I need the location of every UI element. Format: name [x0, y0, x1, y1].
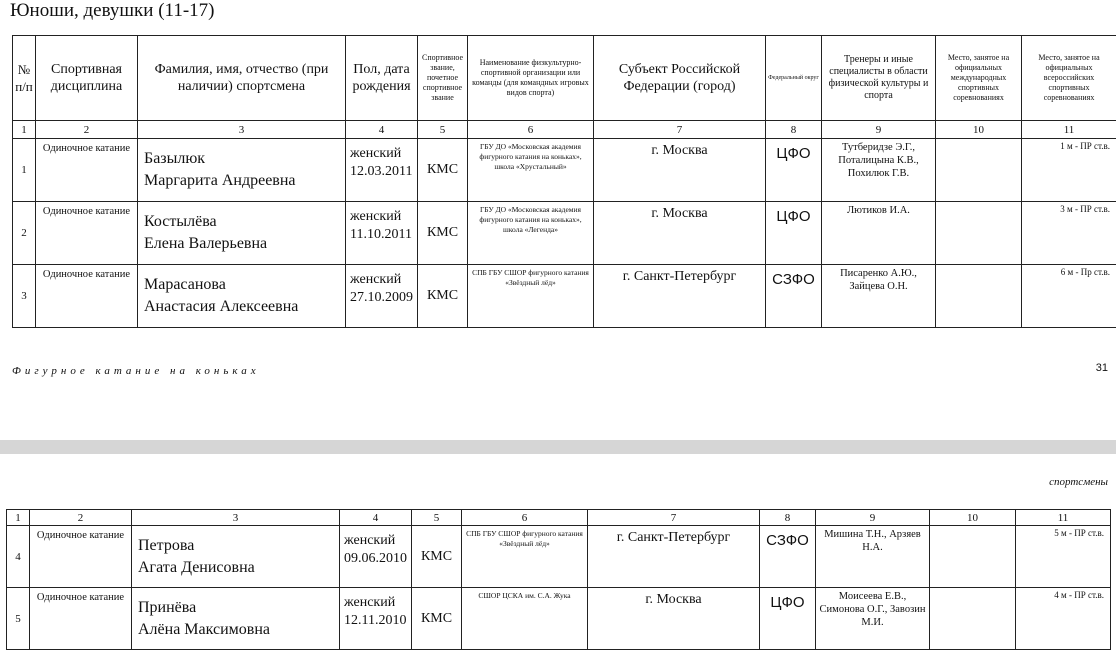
row-index: 4: [7, 526, 30, 588]
col-number: 8: [766, 121, 822, 139]
rank-cell: КМС: [412, 588, 462, 650]
section-heading: Юноши, девушки (11-17): [10, 0, 215, 21]
national-place-cell: 3 м - ПР ст.в.: [1022, 202, 1116, 265]
intl-place-cell: [936, 265, 1022, 328]
col-header-sex-dob: Пол, дата рождения: [346, 36, 418, 121]
region-cell: г. Москва: [594, 139, 766, 202]
sex: женский: [350, 209, 402, 224]
region-cell: г. Москва: [588, 588, 760, 650]
document-page-32: [0, 454, 1116, 651]
given-names: Агата Денисовна: [138, 558, 255, 576]
rank-cell: КМС: [418, 202, 468, 265]
table-row: [7, 526, 1111, 588]
region-cell: г. Санкт-Петербург: [594, 265, 766, 328]
organization-cell: СПБ ГБУ СШОР фигурного катания «Звёздный лёд»: [462, 526, 588, 588]
col-number: 4: [346, 121, 418, 139]
column-number-row: [7, 510, 1111, 526]
given-names: Анастасия Алексеевна: [144, 298, 299, 315]
national-place-cell: 1 м - ПР ст.в.: [1022, 139, 1116, 202]
intl-place-cell: [936, 202, 1022, 265]
birth-date: 09.06.2010: [344, 551, 407, 566]
surname: Принёва: [138, 598, 197, 616]
coaches-cell: Лютиков И.А.: [822, 202, 936, 265]
athletes-table-page-1: [12, 35, 1116, 328]
discipline-cell: Одиночное катание: [30, 526, 132, 588]
col-header-rank: Спортивное звание, почетное спортивное звание: [418, 36, 468, 121]
sex-dob-cell: [346, 202, 418, 265]
col-header-discipline: Спортивная дисциплина: [36, 36, 138, 121]
rank-cell: КМС: [412, 526, 462, 588]
col-number: 6: [462, 510, 588, 526]
region-cell: г. Москва: [594, 202, 766, 265]
col-number: 7: [588, 510, 760, 526]
intl-place-cell: [930, 588, 1016, 650]
federal-district-cell: ЦФО: [760, 588, 816, 650]
table-row: [7, 588, 1111, 650]
organization-cell: СПБ ГБУ СШОР фигурного катания «Звёздный лёд»: [468, 265, 594, 328]
col-number: 3: [138, 121, 346, 139]
athlete-name-cell: [138, 139, 346, 202]
continuation-label: спортсмены: [1049, 476, 1108, 488]
discipline-cell: Одиночное катание: [30, 588, 132, 650]
sex: женский: [350, 272, 402, 287]
col-number: 8: [760, 510, 816, 526]
surname: Марасанова: [144, 276, 226, 293]
row-index: 2: [13, 202, 36, 265]
sex-dob-cell: [346, 139, 418, 202]
sex-dob-cell: [340, 526, 412, 588]
col-header-coaches: Тренеры и иные специалисты в области физической культуры и спорта: [822, 36, 936, 121]
col-number: 6: [468, 121, 594, 139]
given-names: Елена Валерьевна: [144, 235, 268, 252]
given-names: Алёна Максимовна: [138, 620, 271, 638]
surname: Базылюк: [144, 150, 206, 167]
birth-date: 12.11.2010: [344, 613, 407, 628]
col-header-national-place: Место, занятое на официальных всероссийских спортивных соревнованиях: [1022, 36, 1116, 121]
sex: женский: [344, 595, 396, 610]
row-index: 5: [7, 588, 30, 650]
col-number: 1: [13, 121, 36, 139]
sex: женский: [344, 533, 396, 548]
coaches-cell: Писаренко А.Ю., Зайцева О.Н.: [822, 265, 936, 328]
col-header-name: Фамилия, имя, отчество (при наличии) спортсмена: [138, 36, 346, 121]
sex-dob-cell: [346, 265, 418, 328]
footer-sport-title: Фигурное катание на коньках: [12, 365, 260, 377]
col-number: 1: [7, 510, 30, 526]
col-number: 10: [930, 510, 1016, 526]
col-header-region: Субъект Российской Федерации (город): [594, 36, 766, 121]
coaches-cell: Моисеева Е.В., Симонова О.Г., Завозин М.И.: [816, 588, 930, 650]
federal-district-cell: ЦФО: [766, 139, 822, 202]
col-number: 5: [418, 121, 468, 139]
col-number: 11: [1022, 121, 1116, 139]
col-number: 5: [412, 510, 462, 526]
surname: Петрова: [138, 536, 195, 554]
col-number: 2: [36, 121, 138, 139]
federal-district-cell: ЦФО: [766, 202, 822, 265]
surname: Костылёва: [144, 213, 217, 230]
col-number: 2: [30, 510, 132, 526]
athlete-name-cell: [138, 265, 346, 328]
sex-dob-cell: [340, 588, 412, 650]
col-header-intl-place: Место, занятое на официальных международных спортивных соревнованиях: [936, 36, 1022, 121]
page-separator: [0, 440, 1116, 454]
birth-date: 27.10.2009: [350, 290, 413, 305]
row-index: 3: [13, 265, 36, 328]
table-row: [13, 202, 1116, 265]
sex: женский: [350, 146, 402, 161]
col-header-number: № п/п: [13, 36, 36, 121]
col-number: 3: [132, 510, 340, 526]
row-index: 1: [13, 139, 36, 202]
col-number: 7: [594, 121, 766, 139]
discipline-cell: Одиночное катание: [36, 265, 138, 328]
rank-cell: КМС: [418, 265, 468, 328]
page-number: 31: [1095, 362, 1108, 374]
col-number: 9: [816, 510, 930, 526]
col-number: 11: [1016, 510, 1111, 526]
intl-place-cell: [936, 139, 1022, 202]
federal-district-cell: СЗФО: [766, 265, 822, 328]
national-place-cell: 6 м - Пр ст.в.: [1022, 265, 1116, 328]
coaches-cell: Мишина Т.Н., Арзяев Н.А.: [816, 526, 930, 588]
header-row: [13, 36, 1116, 121]
region-cell: г. Санкт-Петербург: [588, 526, 760, 588]
col-number: 10: [936, 121, 1022, 139]
coaches-cell: Тутберидзе Э.Г., Поталицына К.В., Похилюк Г.В.: [822, 139, 936, 202]
table-row: [13, 139, 1116, 202]
organization-cell: ГБУ ДО «Московская академия фигурного катания на коньках», школа «Легенда»: [468, 202, 594, 265]
athlete-name-cell: [138, 202, 346, 265]
federal-district-cell: СЗФО: [760, 526, 816, 588]
national-place-cell: 4 м - ПР ст.в.: [1016, 588, 1111, 650]
discipline-cell: Одиночное катание: [36, 139, 138, 202]
given-names: Маргарита Андреевна: [144, 172, 296, 189]
column-number-row: [13, 121, 1116, 139]
athlete-name-cell: [132, 588, 340, 650]
discipline-cell: Одиночное катание: [36, 202, 138, 265]
birth-date: 12.03.2011: [350, 164, 413, 179]
organization-cell: ГБУ ДО «Московская академия фигурного катания на коньках», школа «Хрустальный»: [468, 139, 594, 202]
col-number: 4: [340, 510, 412, 526]
table-row: [13, 265, 1116, 328]
organization-cell: СШОР ЦСКА им. С.А. Жука: [462, 588, 588, 650]
col-header-federal-district: Федеральный округ: [766, 36, 822, 121]
athletes-table-page-2: [6, 509, 1111, 650]
col-number: 9: [822, 121, 936, 139]
birth-date: 11.10.2011: [350, 227, 412, 242]
athlete-name-cell: [132, 526, 340, 588]
national-place-cell: 5 м - ПР ст.в.: [1016, 526, 1111, 588]
intl-place-cell: [930, 526, 1016, 588]
col-header-organization: Наименование физкультурно-спортивной организации или команды (для командных игровых видов спорта): [468, 36, 594, 121]
rank-cell: КМС: [418, 139, 468, 202]
